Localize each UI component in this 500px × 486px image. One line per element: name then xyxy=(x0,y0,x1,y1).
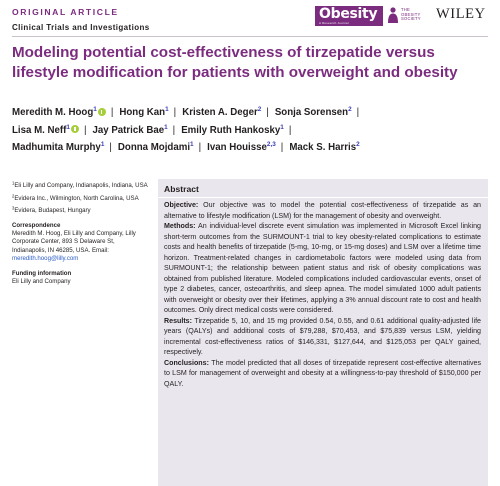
author-list xyxy=(12,104,492,157)
abstract-box xyxy=(158,179,488,486)
article-info-column xyxy=(12,182,150,286)
author-name[interactable]: Emily Ruth Hankosky$^1$ xyxy=(181,123,284,136)
author-name[interactable]: Sonja Sorensen$^2$ xyxy=(274,106,352,118)
abstract-conclusions: Conclusions: The model predicted that all doses of tirzepatide represent cost-effective alternatives to LSM for management of overweight and obesity at a willingness-to-pay threshold of $150,000 per QALY. xyxy=(164,358,481,388)
article-title: Modeling potential cost-effectiveness of tirzepatide versus lifestyle modification for patients with overweight and obesity xyxy=(12,44,458,81)
author-name[interactable]: Hong Kan$^1$ xyxy=(119,106,169,118)
author-name[interactable]: Kristen A. Deger$^2$ xyxy=(182,106,262,118)
orcid-icon[interactable] xyxy=(71,125,79,133)
abstract-methods: Methods: An individual-level discrete event simulation was implemented in Microsoft Excel linking short-term outcomes from the SURMOUNT-1 trial to key obesity-related complications to estimate costs and health benefits of tirzepatide (5-mg, 10-mg, or 15-mg doses) and LSM over a lifetime time horizon. Treatment-related changes in cardiometabolic factors were modeled using data from SURMOUNT-1; the relationship between patient status and risk of obesity complications was obtained from published literature. Modeled complications included cardiovascular events, onset of type 2 diabetes, cancer, osteoarthritis, and sleep apnea. The model simulated 1000 adult patients with overweight or obesity over their lifetimes, applying a 3% annual discount rate to cost and health outcomes. Only direct medical costs were considered. xyxy=(164,222,481,314)
author-separator: | xyxy=(173,107,177,118)
author-separator: | xyxy=(198,142,202,153)
correspondence-email-link[interactable]: meredith.hoog@lilly.com xyxy=(12,254,79,262)
journal-logo[interactable] xyxy=(315,6,383,26)
author-name[interactable]: Mack S. Harris$^2$ xyxy=(289,141,360,153)
abstract-results: Results: Tirzepatide 5, 10, and 15 mg provided 0.54, 0.55, and 0.61 additional quality-adjusted life years (QALYs) and additional costs of $79,288, $70,453, and $75,839 versus LSM, yielding incremental cost-effectiveness ratios of $146,331, $127,644, and $125,053 per QALY gained, respectively. xyxy=(164,316,482,356)
abstract-objective: Objective: Our objective was to model the potential cost-effectiveness of tirzepatide as an alternative to lifestyle modification (LSM) for the management of obesity and overweight. xyxy=(164,201,481,220)
author-affiliation-marker: 1 xyxy=(280,123,284,131)
author-affiliation-marker: 1 xyxy=(164,123,168,131)
author-name[interactable]: Lisa M. Neff$^1$ xyxy=(12,125,79,136)
correspondence-text: Meredith M. Hoog, Eli Lilly and Company, Lilly Corporate Center, 893 S Delaware St, Indianapolis, IN 46285, USA. Email: meredith.hoog@lilly.com xyxy=(12,230,136,262)
journal-subtitle: A Research Journal xyxy=(319,21,349,25)
author-separator: | xyxy=(83,124,87,136)
author-affiliation-marker: 1 xyxy=(93,106,97,113)
author-separator: | xyxy=(288,124,292,136)
author-affiliation-marker: 1 xyxy=(66,123,70,131)
author-separator: | xyxy=(110,107,114,118)
author-name[interactable]: Donna Mojdami$^1$ xyxy=(117,141,194,153)
author-affiliation-marker: 1 xyxy=(165,106,169,113)
author-name[interactable]: Madhumita Murphy$^1$ xyxy=(12,141,105,153)
author-affiliation-marker: 2 xyxy=(348,106,352,113)
affiliation: $^1$Eli Lilly and Company, Indianapolis, Indiana, USA xyxy=(12,180,148,189)
funding-heading: Funding information xyxy=(12,269,72,277)
affiliation: $^2$Evidera Inc., Wilmington, North Carolina, USA xyxy=(12,193,139,202)
author-affiliation-marker: 1 xyxy=(100,141,105,148)
article-type: ORIGINAL ARTICLE xyxy=(12,7,119,17)
header-divider xyxy=(12,36,488,37)
affiliations xyxy=(12,182,150,215)
author-separator: | xyxy=(266,107,269,118)
author-name[interactable]: Ivan Houisse$^{2,3}$ xyxy=(207,141,276,153)
society-logo-icon xyxy=(386,6,400,24)
author-separator: | xyxy=(172,124,176,136)
publisher-logo[interactable]: WILEY xyxy=(436,6,486,22)
abstract-heading: Abstract xyxy=(158,183,488,198)
funding-text: Eli Lilly and Company xyxy=(12,277,71,285)
author-name[interactable]: Meredith M. Hoog$^1$ xyxy=(12,107,106,118)
author-affiliation-marker: 2,3 xyxy=(266,141,276,148)
author-separator: | xyxy=(356,107,360,118)
journal-name: Obesity xyxy=(319,6,378,22)
article-section: Clinical Trials and Investigations xyxy=(12,23,150,32)
author-separator: | xyxy=(280,142,284,153)
society-name: THE OBESITY SOCIETY xyxy=(401,7,421,22)
article-header xyxy=(12,6,488,36)
author-affiliation-marker: 1 xyxy=(190,141,194,148)
author-affiliation-marker: 2 xyxy=(257,106,262,113)
author-separator: | xyxy=(109,142,112,153)
author-name[interactable]: Jay Patrick Bae$^1$ xyxy=(92,123,168,136)
correspondence-heading: Correspondence xyxy=(12,222,61,230)
author-affiliation-marker: 2 xyxy=(356,141,360,148)
affiliation: $^3$Evidera, Budapest, Hungary xyxy=(12,205,91,215)
orcid-icon[interactable] xyxy=(98,108,106,116)
